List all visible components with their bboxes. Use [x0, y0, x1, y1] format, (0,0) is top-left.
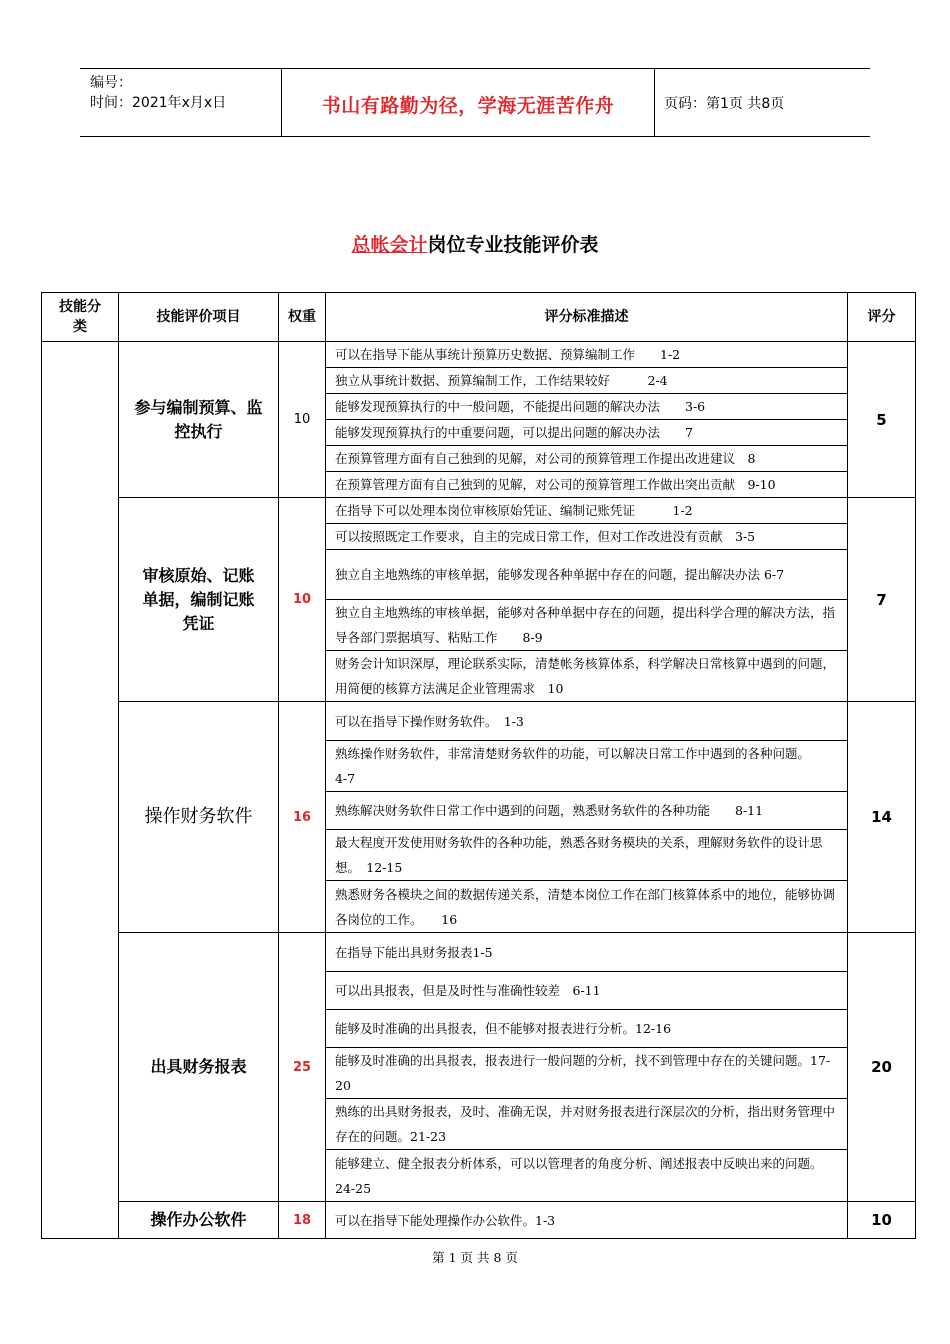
criteria-text: 熟练的出具财务报表，及时、准确无误，并对财务报表进行深层次的分析，指出财务管理中存在的问题。21-23: [326, 1099, 848, 1150]
skill-score: 7: [848, 498, 916, 702]
criteria-text: 可以出具报表，但是及时性与准确性较差 6-11: [326, 972, 848, 1010]
skill-item-name: 操作财务软件: [119, 702, 279, 933]
header-slogan: 书山有路勤为径，学海无涯苦作舟: [321, 95, 615, 117]
criteria-text: 独立自主地熟练的审核单据，能够发现各种单据中存在的问题，提出解决办法 6-7: [326, 550, 848, 600]
skill-weight: 10: [279, 498, 326, 702]
skill-weight: 16: [279, 702, 326, 933]
criteria-text: 能够及时准确的出具报表，但不能够对报表进行分析。12-16: [326, 1010, 848, 1048]
skill-weight: 25: [279, 933, 326, 1202]
evaluation-table: [41, 292, 916, 1239]
skill-item-name: 参与编制预算、监控执行: [119, 342, 279, 498]
criteria-text: 在预算管理方面有自己独到的见解，对公司的预算管理工作提出改进建议 8: [326, 446, 848, 472]
criteria-text: 能够建立、健全报表分析体系，可以以管理者的角度分析、阐述报表中反映出来的问题。24-25: [326, 1150, 848, 1202]
table-row: [42, 702, 916, 741]
table-row: [42, 498, 916, 524]
col-header-item: 技能评价项目: [119, 293, 279, 342]
skill-item-name: 操作办公软件: [119, 1202, 279, 1239]
title-rest: 岗位专业技能评价表: [427, 234, 599, 256]
criteria-text: 能够发现预算执行的中一般问题，不能提出问题的解决办法 3-6: [326, 394, 848, 420]
criteria-text: 能够及时准确的出具报表，报表进行一般问题的分析，找不到管理中存在的关键问题。17-20: [326, 1048, 848, 1099]
criteria-text: 最大程度开发使用财务软件的各种功能，熟悉各财务模块的关系，理解财务软件的设计思想。 12-15: [326, 830, 848, 881]
col-header-score: 评分: [848, 293, 916, 342]
col-header-weight: 权重: [279, 293, 326, 342]
doc-number: 编号：: [90, 75, 132, 91]
criteria-text: 熟悉财务各模块之间的数据传递关系，清楚本岗位工作在部门核算体系中的地位，能够协调各岗位的工作。 16: [326, 881, 848, 933]
table-row: [42, 933, 916, 972]
criteria-text: 在预算管理方面有自己独到的见解，对公司的预算管理工作做出突出贡献 9-10: [326, 472, 848, 498]
header-meta: [90, 73, 226, 113]
criteria-text: 财务会计知识深厚，理论联系实际，清楚帐务核算体系，科学解决日常核算中遇到的问题，用简便的核算方法满足企业管理需求 10: [326, 651, 848, 702]
skill-score: 14: [848, 702, 916, 933]
criteria-text: 在指导下能出具财务报表1-5: [326, 933, 848, 972]
skill-weight: 10: [279, 342, 326, 498]
table-row: [42, 342, 916, 368]
table-row: [42, 1202, 916, 1239]
criteria-text: 在指导下可以处理本岗位审核原始凭证、编制记账凭证 1-2: [326, 498, 848, 524]
criteria-text: 熟练操作财务软件，非常清楚财务软件的功能，可以解决日常工作中遇到的各种问题。 4-7: [326, 741, 848, 792]
criteria-text: 熟练解决财务软件日常工作中遇到的问题，熟悉财务软件的各种功能 8-11: [326, 792, 848, 830]
skill-weight: 18: [279, 1202, 326, 1239]
header-divider: [654, 69, 655, 136]
criteria-text: 独立从事统计数据、预算编制工作，工作结果较好 2-4: [326, 368, 848, 394]
skill-item-name: 出具财务报表: [119, 933, 279, 1202]
skill-score: 20: [848, 933, 916, 1202]
criteria-text: 可以在指导下能从事统计预算历史数据、预算编制工作 1-2: [326, 342, 848, 368]
category-cell: [42, 342, 119, 1239]
criteria-text: 可以在指导下能处理操作办公软件。1-3: [326, 1202, 848, 1239]
skill-item-name: 审核原始、记账单据，编制记账凭证: [119, 498, 279, 702]
page-footer: 第 1 页 共 8 页: [432, 1250, 518, 1265]
criteria-text: 可以按照既定工作要求，自主的完成日常工作，但对工作改进没有贡献 3-5: [326, 524, 848, 550]
header-page-info: 页码：第1页 共8页: [664, 96, 785, 112]
col-header-category: 技能分类: [42, 293, 119, 342]
col-header-criteria: 评分标准描述: [326, 293, 848, 342]
page-title: [0, 230, 950, 257]
criteria-text: 能够发现预算执行的中重要问题，可以提出问题的解决办法 7: [326, 420, 848, 446]
page-header: [80, 68, 870, 137]
skill-score: 5: [848, 342, 916, 498]
skill-score: 10: [848, 1202, 916, 1239]
criteria-text: 独立自主地熟练的审核单据，能够对各种单据中存在的问题，提出科学合理的解决方法，指导各部门票据填写、粘贴工作 8-9: [326, 600, 848, 651]
table-header-row: [42, 293, 916, 342]
criteria-text: 可以在指导下操作财务软件。 1-3: [326, 702, 848, 741]
doc-time: 时间：2021年x月x日: [90, 95, 227, 111]
title-highlight: 总帐会计: [351, 234, 428, 256]
